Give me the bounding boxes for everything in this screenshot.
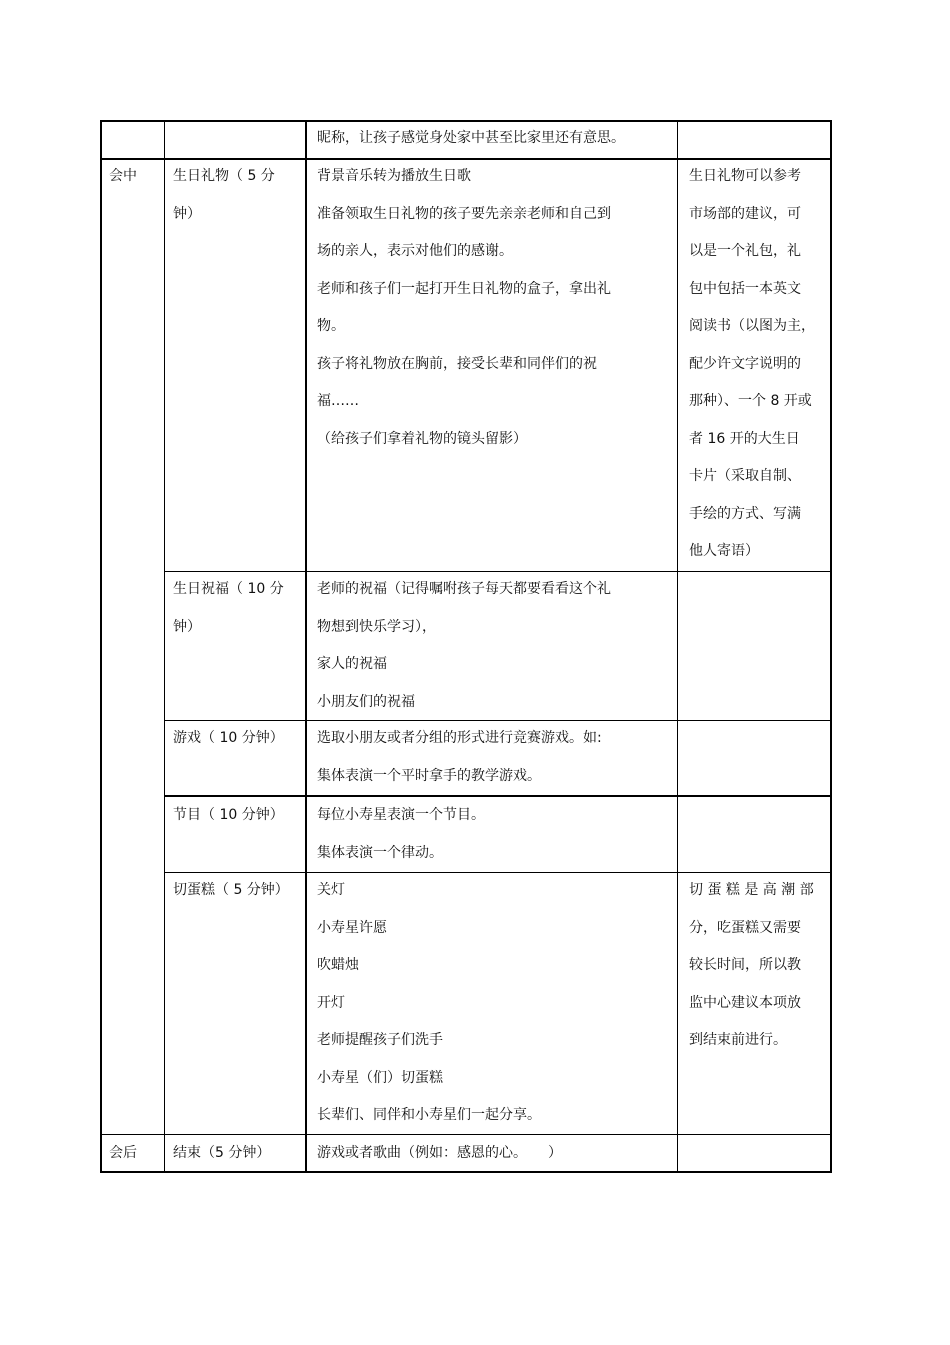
note-line: 包中包括一本英文 bbox=[689, 280, 801, 297]
content-line: 集体表演一个平时拿手的教学游戏。 bbox=[317, 767, 541, 784]
content-line: 游戏或者歌曲（例如：感恩的心。 ） bbox=[317, 1145, 562, 1161]
note-line: 以是一个礼包，礼 bbox=[689, 243, 801, 259]
content-cell bbox=[317, 797, 485, 872]
content-line: 福…… bbox=[317, 393, 359, 409]
note-line: 分，吃蛋糕又需要 bbox=[689, 919, 801, 936]
item-cell bbox=[173, 797, 284, 835]
content-line: 准备领取生日礼物的孩子要先亲亲老师和自己到 bbox=[317, 205, 611, 222]
content-line: 老师和孩子们一起打开生日礼物的盒子，拿出礼 bbox=[317, 280, 611, 297]
item-cell bbox=[173, 720, 284, 758]
content-line: 场的亲人，表示对他们的感谢。 bbox=[317, 243, 513, 259]
content-line: 选取小朋友或者分组的形式进行竞赛游戏。如: bbox=[317, 730, 602, 746]
item-cell bbox=[173, 571, 284, 646]
content-line: 小朋友们的祝福 bbox=[317, 693, 415, 710]
item-cell bbox=[173, 872, 289, 910]
content-line: 吹蜡烛 bbox=[317, 957, 359, 973]
column-divider bbox=[305, 120, 307, 1173]
item-line: 钟） bbox=[173, 205, 201, 222]
content-line: 物。 bbox=[317, 318, 345, 334]
column-divider bbox=[677, 120, 678, 1173]
content-line: 老师的祝福（记得嘱咐孩子每天都要看看这个礼 bbox=[317, 581, 611, 597]
note-line: 他人寄语） bbox=[689, 543, 759, 559]
content-line: 开灯 bbox=[317, 994, 345, 1011]
content-line: 小寿星许愿 bbox=[317, 919, 387, 936]
content-line: 老师提醒孩子们洗手 bbox=[317, 1032, 443, 1048]
item-line: 节目（ 10 分钟） bbox=[173, 807, 284, 823]
content-line: 物想到快乐学习）， bbox=[317, 618, 436, 635]
content-cell bbox=[317, 571, 611, 721]
note-line: 较长时间，所以教 bbox=[689, 957, 801, 973]
note-line: 卡片（采取自制、 bbox=[689, 468, 801, 484]
item-line: 生日礼物（ 5 分 bbox=[173, 168, 275, 184]
item-line: 切蛋糕（ 5 分钟） bbox=[173, 882, 289, 898]
content-line: 昵称，让孩子感觉身处家中甚至比家里还有意思。 bbox=[317, 130, 625, 146]
item-line: 钟） bbox=[173, 618, 201, 635]
phase-cell bbox=[109, 158, 137, 196]
note-line: 监中心建议本项放 bbox=[689, 994, 801, 1011]
item-line: 生日祝福（ 10 分 bbox=[173, 581, 284, 597]
phase-cell bbox=[109, 1135, 137, 1173]
note-cell bbox=[689, 158, 815, 571]
content-line: 孩子将礼物放在胸前，接受长辈和同伴们的祝 bbox=[317, 355, 597, 372]
content-line: 关灯 bbox=[317, 882, 345, 898]
note-line: 阅读书（以图为主， bbox=[689, 318, 815, 334]
content-line: （给孩子们拿着礼物的镜头留影） bbox=[317, 430, 527, 447]
item-line: 结束（5 分钟） bbox=[173, 1145, 271, 1161]
note-line: 者 16 开的大生日 bbox=[689, 430, 800, 447]
content-line: 家人的祝福 bbox=[317, 656, 387, 672]
note-line: 那种）、一个 8 开或 bbox=[689, 393, 812, 409]
content-line: 背景音乐转为播放生日歌 bbox=[317, 168, 471, 184]
content-cell bbox=[317, 120, 625, 158]
content-line: 长辈们、同伴和小寿星们一起分享。 bbox=[317, 1107, 541, 1123]
table-left-border bbox=[100, 120, 102, 1173]
phase-label: 会后 bbox=[109, 1145, 137, 1161]
content-cell bbox=[317, 158, 611, 458]
note-line: 市场部的建议，可 bbox=[689, 205, 801, 222]
note-line: 配少许文字说明的 bbox=[689, 355, 801, 372]
note-line: 手绘的方式、写满 bbox=[689, 505, 801, 522]
note-line: 切 蛋 糕 是 高 潮 部 bbox=[689, 882, 814, 898]
content-line: 集体表演一个律动。 bbox=[317, 844, 443, 861]
phase-label: 会中 bbox=[109, 168, 137, 184]
content-line: 每位小寿星表演一个节目。 bbox=[317, 807, 485, 823]
note-line: 到结束前进行。 bbox=[689, 1032, 787, 1048]
content-cell bbox=[317, 872, 541, 1135]
column-divider bbox=[164, 120, 165, 1173]
item-cell bbox=[173, 1135, 270, 1173]
note-cell bbox=[689, 872, 814, 1060]
content-cell bbox=[317, 1135, 562, 1173]
content-cell bbox=[317, 720, 602, 795]
content-line: 小寿星（们）切蛋糕 bbox=[317, 1069, 443, 1086]
item-cell bbox=[173, 158, 275, 233]
item-line: 游戏（ 10 分钟） bbox=[173, 730, 284, 746]
note-line: 生日礼物可以参考 bbox=[689, 168, 801, 184]
table-right-border bbox=[830, 120, 832, 1173]
